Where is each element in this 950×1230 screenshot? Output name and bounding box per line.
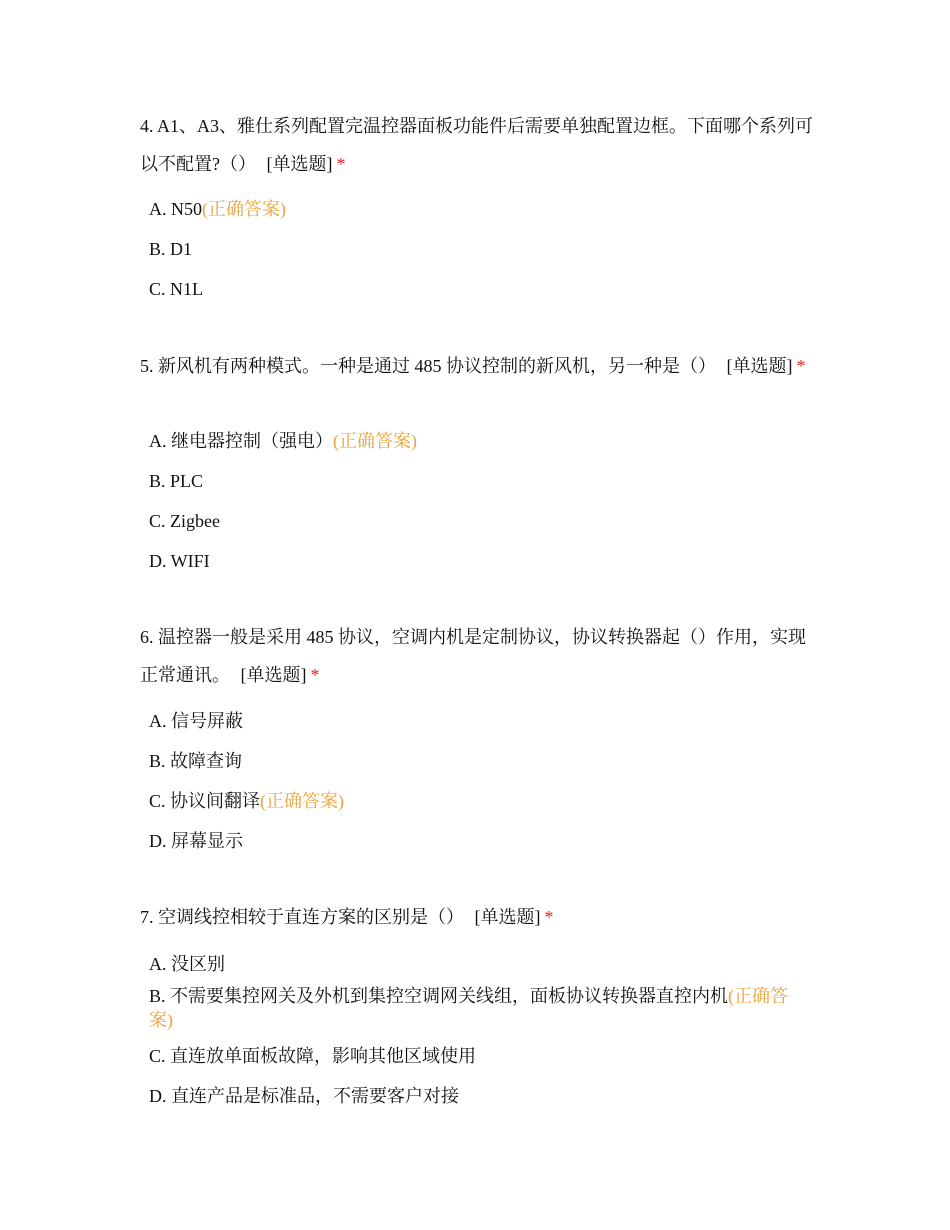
- question-type: [单选题]: [266, 154, 333, 174]
- question-body: 温控器一般是采用 485 协议，空调内机是定制协议，协议转换器起（）作用，实现正常通讯。: [140, 627, 806, 685]
- option-label: A. 没区别: [149, 954, 225, 974]
- option-label: D. 屏幕显示: [149, 831, 243, 851]
- option-label: B. 不需要集控网关及外机到集控空调网关线组，面板协议转换器直控内机: [149, 986, 729, 1006]
- question-body: 空调线控相较于直连方案的区别是（）: [158, 907, 464, 927]
- correct-answer-tag: (正确答案): [202, 199, 286, 219]
- question-7: [140, 898, 815, 1106]
- option-b[interactable]: [149, 469, 799, 493]
- question-number: 5.: [140, 356, 154, 376]
- option-label: C. Zigbee: [149, 511, 220, 531]
- question-number: 4.: [140, 116, 154, 136]
- option-b[interactable]: [149, 237, 799, 261]
- question-4: [140, 107, 815, 299]
- question-text: [140, 107, 815, 183]
- required-mark: *: [796, 356, 806, 376]
- option-label: B. D1: [149, 239, 193, 259]
- question-type: [单选题]: [474, 907, 541, 927]
- option-a[interactable]: [149, 709, 799, 733]
- option-d[interactable]: [149, 1084, 799, 1108]
- option-c[interactable]: [149, 277, 799, 301]
- question-text: [140, 618, 815, 694]
- question-6: [140, 618, 815, 851]
- question-number: 6.: [140, 627, 154, 647]
- question-type: [单选题]: [726, 356, 793, 376]
- option-b[interactable]: [149, 984, 799, 1032]
- option-label: A. 信号屏蔽: [149, 711, 243, 731]
- option-label: C. 协议间翻译: [149, 791, 261, 811]
- option-label: B. PLC: [149, 471, 204, 491]
- correct-answer-tag: (正确答案): [333, 431, 417, 451]
- required-mark: *: [310, 665, 320, 685]
- question-body: A1、A3、雅仕系列配置完温控器面板功能件后需要单独配置边框。下面哪个系列可以不配置?（）: [140, 116, 814, 174]
- option-a[interactable]: [149, 429, 799, 453]
- option-b[interactable]: [149, 749, 799, 773]
- correct-answer-tag: (正确答案): [149, 986, 789, 1030]
- option-label: A. 继电器控制（强电）: [149, 431, 333, 451]
- option-label: A. N50: [149, 199, 202, 219]
- question-body: 新风机有两种模式。一种是通过 485 协议控制的新风机，另一种是（）: [158, 356, 716, 376]
- option-c[interactable]: [149, 789, 799, 813]
- option-d[interactable]: [149, 549, 799, 573]
- option-label: D. WIFI: [149, 551, 210, 571]
- option-a[interactable]: [149, 952, 799, 976]
- option-c[interactable]: [149, 509, 799, 533]
- option-label: C. N1L: [149, 279, 203, 299]
- option-label: C. 直连放单面板故障，影响其他区域使用: [149, 1046, 477, 1066]
- question-5: [140, 347, 815, 571]
- question-text: [140, 898, 815, 936]
- option-c[interactable]: [149, 1044, 799, 1068]
- required-mark: *: [544, 907, 554, 927]
- question-number: 7.: [140, 907, 154, 927]
- correct-answer-tag: (正确答案): [260, 791, 345, 811]
- option-label: D. 直连产品是标准品，不需要客户对接: [149, 1086, 459, 1106]
- question-text: [140, 347, 815, 385]
- option-a[interactable]: [149, 197, 799, 221]
- option-label: B. 故障查询: [149, 751, 243, 771]
- question-type: [单选题]: [240, 665, 307, 685]
- option-d[interactable]: [149, 829, 799, 853]
- required-mark: *: [336, 154, 346, 174]
